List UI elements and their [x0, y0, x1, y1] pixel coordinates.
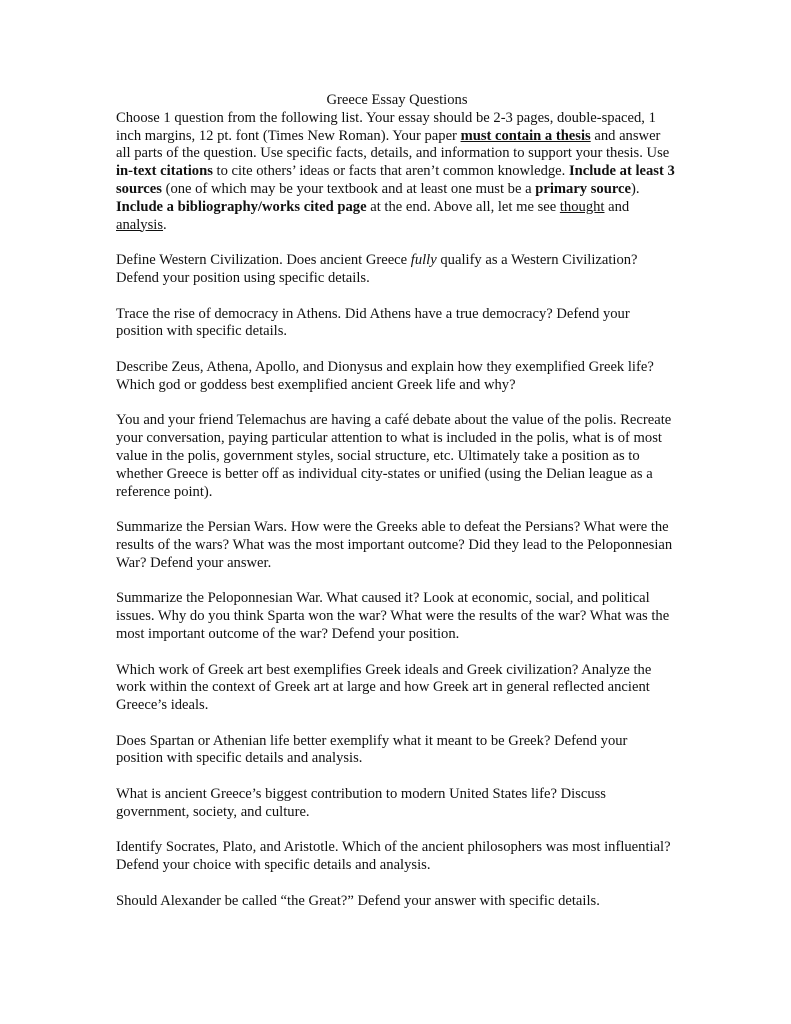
instructions-paragraph [116, 110, 678, 235]
in-text-citations-emphasis: in-text citations [116, 163, 213, 180]
page-title: Greece Essay Questions [326, 92, 468, 108]
fully-emphasis: fully [410, 252, 437, 269]
instructions-text: to cite others’ ideas or facts that aren’t common knowledge. [212, 163, 569, 180]
instructions-text: at the end. Above all, let me see [366, 198, 560, 215]
instructions-text: Choose 1 question from the following list. Your essay should be 2-3 pages, double-spaced, 1 inch margins, 12 pt. font (Times New Roman). Your paper [116, 109, 656, 144]
question-paragraph: Does Spartan or Athenian life better exemplify what it meant to be Greek? Defend your position with specific details and analysis. [116, 732, 628, 767]
must-contain-thesis-emphasis: must contain a thesis [460, 127, 591, 144]
question-paragraph: Identify Socrates, Plato, and Aristotle. Which of the ancient philosophers was most influential? Defend your choice with specific details and analysis. [116, 839, 671, 874]
question-paragraph: Trace the rise of democracy in Athens. Did Athens have a true democracy? Defend your position with specific details. [116, 305, 630, 340]
question-text: qualify as a Western Civilization? Defend your position using specific details. [116, 252, 638, 286]
primary-source-emphasis: primary source [535, 180, 632, 197]
document-body [116, 92, 678, 928]
question-paragraph: Which work of Greek art best exemplifies Greek ideals and Greek civilization? Analyze the work within the context of Greek art at large and how Greek art in general reflected ancient Greece’s ideals. [116, 661, 652, 714]
question-paragraph: Summarize the Persian Wars. How were the Greeks able to defeat the Persians? What were the results of the wars? What was the most important outcome? Did they lead to the Peloponnesian War? Defend your answer. [116, 519, 673, 571]
instructions-text: . [163, 216, 167, 233]
instructions-text: and [604, 198, 630, 215]
question-text: Define Western Civilization. Does ancient Greece [116, 252, 411, 269]
question-paragraph: What is ancient Greece’s biggest contribution to modern United States life? Discuss government, society, and culture. [116, 786, 606, 820]
question-paragraph [116, 252, 678, 288]
thought-emphasis: thought [559, 198, 605, 215]
instructions-text: ). [631, 180, 640, 197]
analysis-emphasis: analysis [116, 216, 164, 233]
question-paragraph: You and your friend Telemachus are having a café debate about the value of the polis. Recreate your conversation, paying particular attention to what is included in the polis, what is of most value in the polis, government styles, social structure, etc. Ultimately take a position as to whether Greece is better off as individual city-states or unified (using the Delian league as a reference point). [116, 412, 672, 500]
instructions-text: (one of which may be your textbook and at least one must be a [161, 180, 536, 197]
three-sources-emphasis: Include at least 3 sources [116, 163, 675, 197]
question-paragraph: Summarize the Peloponnesian War. What caused it? Look at economic, social, and political issues. Why do you think Sparta won the war? What were the results of the war? What was the most important outcome of the war? Defend your position. [116, 590, 670, 642]
question-paragraph: Describe Zeus, Athena, Apollo, and Dionysus and explain how they exemplified Greek life? Which god or goddess best exemplified ancient Greek life and why? [116, 358, 654, 393]
question-paragraph: Should Alexander be called “the Great?” Defend your answer with specific details. [116, 892, 600, 909]
instructions-text: and answer all parts of the question. Use specific facts, details, and information to support your thesis. Use [116, 127, 670, 162]
bibliography-emphasis: Include a bibliography/works cited page [116, 198, 367, 215]
